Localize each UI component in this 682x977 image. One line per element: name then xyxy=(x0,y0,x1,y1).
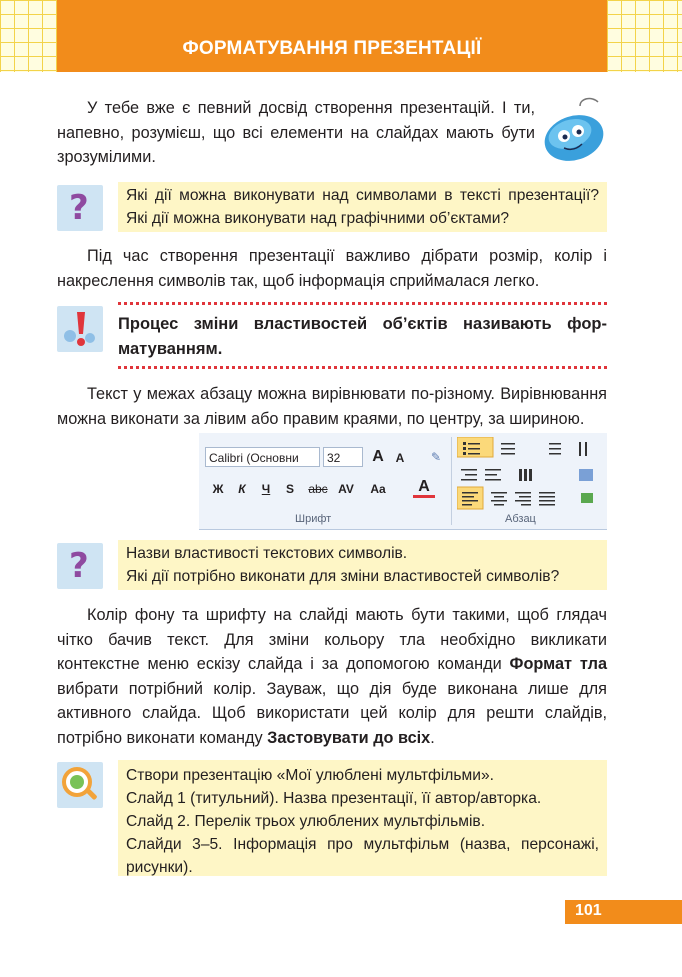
paragraph-tools-icons xyxy=(457,437,607,511)
clear-format-icon[interactable]: ✎ xyxy=(430,450,442,464)
page-number-badge xyxy=(565,900,682,924)
change-case-button[interactable]: Aa xyxy=(370,482,386,496)
paragraph-3 xyxy=(57,603,607,750)
question-2-note xyxy=(118,540,607,590)
dotted-divider-bottom xyxy=(118,366,607,369)
command-apply-to-all: Застовувати до всіх xyxy=(267,728,431,747)
question-icon-box-2 xyxy=(57,543,103,589)
font-name-combo[interactable]: Calibri (Основни xyxy=(205,447,320,467)
font-group-label: Шрифт xyxy=(295,513,332,525)
definition-text: Процес зміни властивостей об’єктів називають форматуванням. xyxy=(118,315,607,358)
exclamation-icon xyxy=(57,306,103,352)
paragraph-1: Під час створення презентації важливо дібрати розмір, колір і накреслення символів так, щоб інформація сприймалася легко. xyxy=(57,247,607,290)
question-1-note: Які дії можна виконувати над символами в тексті презентації? Які дії можна виконувати над графічними об’єктами? xyxy=(118,182,607,232)
question-icon-box-1 xyxy=(57,185,103,231)
font-color-button[interactable]: A xyxy=(413,477,435,498)
magnifier-icon xyxy=(57,762,103,808)
exclamation-icon-box xyxy=(57,306,103,352)
dotted-divider-top xyxy=(118,302,607,305)
spacing-button[interactable]: AV xyxy=(338,482,354,496)
shrink-font-button[interactable]: A xyxy=(395,451,405,465)
paragraph-2: Текст у межах абзацу можна вирівнювати по-різному. Вирівнювання можна виконати за лівим або правим краями, по центру, за шириною. xyxy=(57,385,607,428)
task-line-1: Створи презентацію «Мої улюблені мультфільми». xyxy=(126,767,494,784)
group-separator xyxy=(451,437,452,525)
task-line-2: Слайд 1 (титульний). Назва презентації, її автор/авторка. xyxy=(126,790,542,807)
question-2-line-1: Назви властивості текстових символів. xyxy=(126,545,408,562)
question-mark-icon: ? xyxy=(69,546,89,586)
ribbon-screenshot xyxy=(199,433,607,530)
task-icon-box xyxy=(57,762,103,808)
question-mark-icon: ? xyxy=(69,188,89,228)
paragraph-3-part-3: . xyxy=(430,728,435,747)
paragraph-3-part-2: вибрати потрібний колір. Зауваж, що дія буде виконана лише для активного слайда. Щоб використати цей колір для решти слайдів, потрібно виконати команду xyxy=(57,679,607,747)
page-title: ФОРМАТУВАННЯ ПРЕЗЕНТАЦІЇ xyxy=(182,38,482,59)
grow-font-button[interactable]: A xyxy=(372,448,384,465)
grid-right-decoration xyxy=(607,0,682,72)
question-2-line-2: Які дії потрібно виконати для зміни властивостей символів? xyxy=(126,568,560,585)
mouse-mascot-icon xyxy=(540,96,610,168)
bold-button[interactable]: Ж xyxy=(212,482,224,496)
page-number: 101 xyxy=(575,902,602,919)
underline-button[interactable]: Ч xyxy=(261,482,271,496)
strikethrough-button[interactable]: abc xyxy=(308,482,328,496)
header-banner xyxy=(57,0,607,72)
font-size-combo[interactable]: 32 xyxy=(323,447,363,467)
italic-button[interactable]: К xyxy=(238,482,246,496)
paragraph-group-label: Абзац xyxy=(505,513,536,525)
command-format-background: Формат тла xyxy=(509,655,607,673)
task-note xyxy=(118,760,607,876)
intro-paragraph: У тебе вже є певний досвід створення презентацій. І ти, напевно, розумієш, що всі елементи на слайдах мають бути зрозумілими. xyxy=(57,99,535,166)
task-line-3: Слайд 2. Перелік трьох улюблених мультфільмів. xyxy=(126,813,486,830)
grid-left-decoration xyxy=(0,0,57,72)
paragraph-3-part-1: Колір фону та шрифту на слайді мають бути такими, щоб глядач чітко бачив текст. Для зміни кольору тла необхідно викликати контекстне меню ескізу слайда і за допомогою команди xyxy=(57,606,607,673)
task-line-4: Слайди 3–5. Інформація про мультфільм (назва, персонажі, рисунки). xyxy=(126,836,599,876)
shadow-button[interactable]: S xyxy=(285,482,294,496)
